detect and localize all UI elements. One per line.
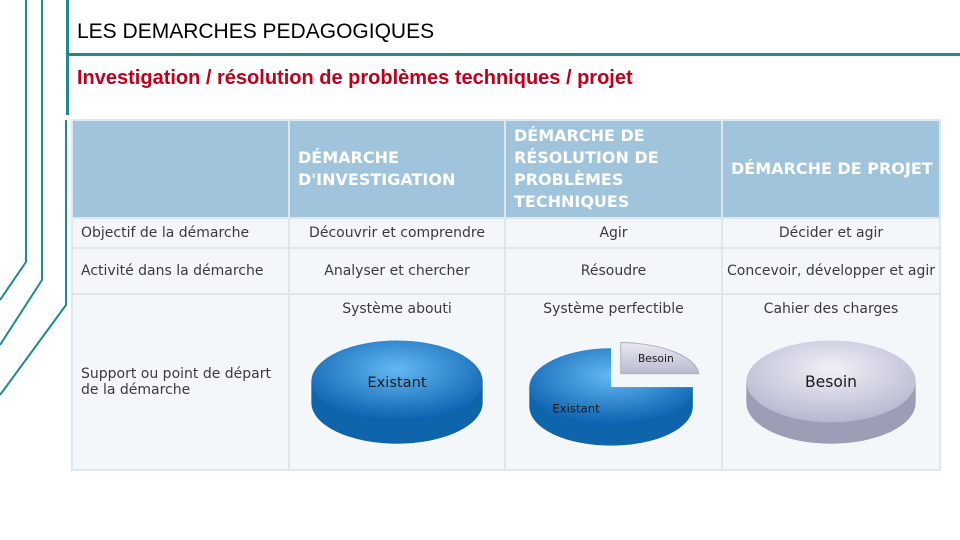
header-resolution: DÉMARCHE DE RÉSOLUTION DE PROBLÈMES TECHNIQUES bbox=[505, 120, 722, 218]
caption-cahier-des-charges: Cahier des charges bbox=[763, 301, 899, 317]
row-label-objectif: Objectif de la démarche bbox=[72, 218, 289, 248]
slide-subtitle: Investigation / résolution de problèmes techniques / projet bbox=[77, 67, 633, 89]
pie-besoin bbox=[723, 323, 939, 469]
pie-existant-besoin bbox=[506, 323, 721, 469]
title-rule-horizontal bbox=[66, 53, 960, 56]
cell-activite-projet: Concevoir, développer et agir bbox=[722, 248, 940, 294]
comparison-table bbox=[71, 119, 939, 471]
cell-support-investigation bbox=[289, 294, 505, 470]
header-blank bbox=[72, 120, 289, 218]
title-rule-vertical bbox=[66, 0, 69, 115]
header-investigation: DÉMARCHE D'INVESTIGATION bbox=[289, 120, 505, 218]
cell-support-projet bbox=[722, 294, 940, 470]
cell-objectif-investigation: Découvrir et comprendre bbox=[289, 218, 505, 248]
cell-objectif-projet: Décider et agir bbox=[722, 218, 940, 248]
header-projet: DÉMARCHE DE PROJET bbox=[722, 120, 940, 218]
pie-label-besoin: Besoin bbox=[804, 373, 858, 392]
cell-activite-investigation: Analyser et chercher bbox=[289, 248, 505, 294]
caption-systeme-perfectible: Système perfectible bbox=[543, 301, 684, 317]
cell-objectif-resolution: Agir bbox=[505, 218, 722, 248]
slide-title: LES DEMARCHES PEDAGOGIQUES bbox=[77, 20, 435, 43]
pie-label-besoin-small: Besoin bbox=[637, 351, 674, 365]
cell-activite-resolution: Résoudre bbox=[505, 248, 722, 294]
pie-label-existant: Existant bbox=[367, 374, 427, 392]
pie-label-existant-small: Existant bbox=[552, 401, 600, 416]
caption-systeme-abouti: Système abouti bbox=[342, 301, 452, 317]
pie-existant bbox=[290, 323, 504, 469]
row-label-activite: Activité dans la démarche bbox=[72, 248, 289, 294]
cell-support-resolution bbox=[505, 294, 722, 470]
row-label-support: Support ou point de départ de la démarche bbox=[72, 294, 289, 470]
